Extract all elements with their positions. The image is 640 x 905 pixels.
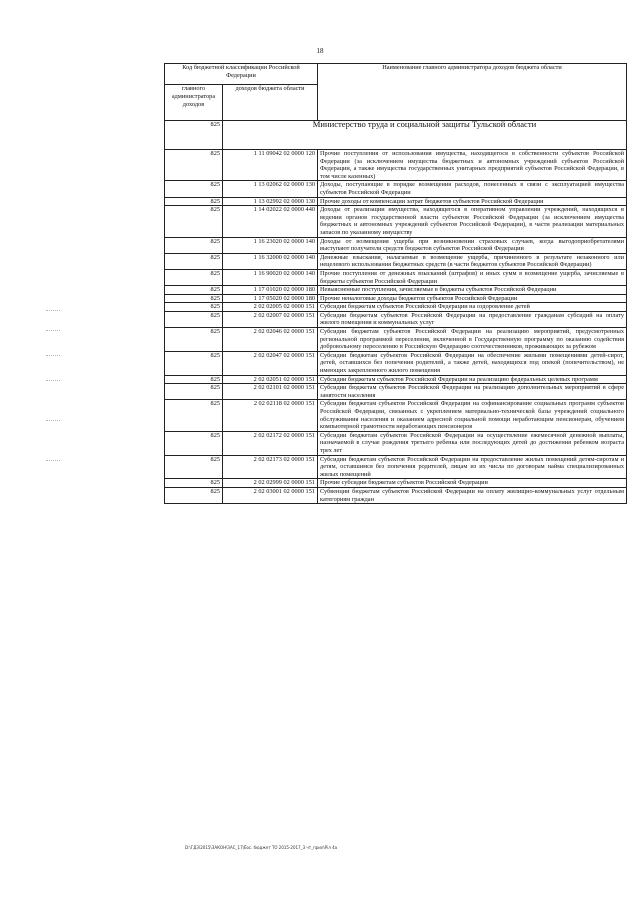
description-cell: Прочие неналоговые доходы бюджетов субъектов Российской Федерации	[318, 294, 627, 303]
income-code-cell: 2 02 02999 02 0000 151	[223, 479, 318, 488]
admin-code-cell: 825	[165, 351, 223, 375]
income-code-cell: 1 13 02992 02 0000 130	[223, 197, 318, 206]
description-cell: Субсидии бюджетам субъектов Российской Федерации на обеспечение жилыми помещениями детей-сирот, детей, оставшихся без попечения родителей, а также детей, находящихся под опекой (попечительством), не имеющих закрепленного жилого помещения	[318, 351, 627, 375]
description-cell: Субсидии бюджетам субъектов Российской Федерации на реализацию мероприятий, предусмотренных региональной программой переселения, включенной в Государственную программу по оказанию содействия добровольному переселению в Российскую Федерацию соотечественников, проживающих за рубежом	[318, 328, 627, 352]
admin-code-cell: 825	[165, 303, 223, 312]
admin-code-cell: 825	[165, 206, 223, 237]
description-cell: Прочие субсидии бюджетам субъектов Российской Федерации	[318, 479, 627, 488]
table-row	[165, 375, 627, 384]
admin-code-cell: 825	[165, 375, 223, 384]
income-administrators-table	[164, 63, 627, 504]
income-code-cell: 2 02 02173 02 0000 151	[223, 455, 318, 479]
description-cell: Прочие поступления от денежных взысканий (штрафов) и иных сумм в возмещение ущерба, зачисляемые в бюджеты субъектов Российской Федерации	[318, 269, 627, 285]
table-row	[165, 351, 627, 375]
income-code-cell: 2 02 02007 02 0000 151	[223, 311, 318, 327]
admin-code-cell: 825	[165, 487, 223, 503]
header-income: доходов бюджета области	[223, 85, 318, 121]
admin-code-cell: 825	[165, 455, 223, 479]
description-cell: Доходы, поступающие в порядке возмещения расходов, понесенных в связи с эксплуатацией имущества субъектов Российской Федерации	[318, 181, 627, 197]
description-cell: Субсидии бюджетам субъектов Российской Федерации на оздоровление детей	[318, 303, 627, 312]
admin-code-cell: 825	[165, 431, 223, 455]
description-cell: Прочие поступления от использования имущества, находящегося в собственности субъектов Российской Федерации (за исключением имущества бюджетных и автономных учреждений субъектов Российской Федерации, а также имущества государственных унитарных предприятий субъектов Российской Федерации, в том числе казенных)	[318, 150, 627, 181]
income-code-cell: 2 02 02101 02 0000 151	[223, 384, 318, 400]
description-cell: Субвенции бюджетам субъектов Российской Федерации на оплату жилищно-коммунальных услуг отдельным категориям граждан	[318, 487, 627, 503]
income-code-cell: 2 02 02118 02 0000 151	[223, 400, 318, 431]
admin-code-cell: 825	[165, 253, 223, 269]
table-row	[165, 400, 627, 431]
admin-code-cell: 825	[165, 294, 223, 303]
income-code-cell: 1 17 01020 02 0000 180	[223, 286, 318, 295]
table-row	[165, 384, 627, 400]
header-admin: главного администратора доходов	[165, 85, 223, 121]
income-code-cell: 2 02 02051 02 0000 151	[223, 375, 318, 384]
table-row	[165, 294, 627, 303]
income-code-cell: 1 17 05020 02 0000 180	[223, 294, 318, 303]
table-row	[165, 269, 627, 285]
admin-code-cell: 825	[165, 479, 223, 488]
admin-code-cell: 825	[165, 311, 223, 327]
table-row	[165, 455, 627, 479]
table-row	[165, 479, 627, 488]
table-row	[165, 181, 627, 197]
table-row	[165, 311, 627, 327]
admin-code-cell: 825	[165, 286, 223, 295]
income-code-cell: 2 02 02046 02 0000 151	[223, 328, 318, 352]
description-cell: Субсидии бюджетам субъектов Российской Федерации на осуществление ежемесячной денежной выплаты, назначаемой в случае рождения третьего ребенка или последующих детей до достижения ребенком возраста трех лет	[318, 431, 627, 455]
income-code-cell: 1 14 02022 02 0000 440	[223, 206, 318, 237]
description-cell: Субсидии бюджетам субъектов Российской Федерации на предоставление гражданам субсидий на оплату жилого помещения и коммунальных услуг	[318, 311, 627, 327]
admin-code-cell: 825	[165, 150, 223, 181]
table-row	[165, 150, 627, 181]
page-number: 18	[316, 47, 324, 55]
ministry-admin-code: 825	[165, 121, 223, 150]
description-cell: Субсидии бюджетам субъектов Российской Федерации на софинансирование социальных программ субъектов Российской Федерации, связанных с укреплением материально-технической базы учреждений социального обслуживания населения и оказанием адресной социальной помощи неработающим пенсионерам, обучением компьютерной грамотности неработающих пенсионеров	[318, 400, 627, 431]
header-name: Наименование главного администратора доходов бюджета области	[318, 64, 627, 121]
description-cell: Невыясненные поступления, зачисляемые в бюджеты субъектов Российской Федерации	[318, 286, 627, 295]
admin-code-cell: 825	[165, 197, 223, 206]
admin-code-cell: 825	[165, 181, 223, 197]
table-row	[165, 328, 627, 352]
income-code-cell: 2 02 02172 02 0000 151	[223, 431, 318, 455]
table-row	[165, 431, 627, 455]
income-code-cell: 1 11 09042 02 0000 120	[223, 150, 318, 181]
ministry-name: Министерство труда и социальной защиты Тульской области	[223, 121, 627, 150]
admin-code-cell: 825	[165, 400, 223, 431]
description-cell: Доходы от возмещения ущерба при возникновении страховых случаев, когда выгодоприобретателями выступают получатели средств бюджетов субъектов Российской Федерации	[318, 237, 627, 253]
table-row	[165, 286, 627, 295]
description-cell: Субсидии бюджетам субъектов Российской Федерации на предоставление жилых помещений детям-сиротам и детям, оставшимся без попечения родителей, лицам из их числа по договорам найма специализированных жилых помещений	[318, 455, 627, 479]
admin-code-cell: 825	[165, 237, 223, 253]
table-row	[165, 237, 627, 253]
income-code-cell: 2 02 03001 02 0000 151	[223, 487, 318, 503]
income-code-cell: 1 13 02062 02 0000 130	[223, 181, 318, 197]
income-code-cell: 2 02 02005 02 0000 151	[223, 303, 318, 312]
description-cell: Прочие доходы от компенсации затрат бюджетов субъектов Российской Федерации	[318, 197, 627, 206]
description-cell: Доходы от реализации имущества, находящегося в оперативном управлении учреждений, находящихся в ведении органов государственной власти субъектов Российской Федерации (за исключением имущества бюджетных и автономных учреждений субъектов Российской Федерации), в части реализации материальных запасов по указанному имуществу	[318, 206, 627, 237]
description-cell: Субсидии бюджетам субъектов Российской Федерации на реализацию федеральных целевых программ	[318, 375, 627, 384]
income-code-cell: 1 16 23020 02 0000 140	[223, 237, 318, 253]
income-code-cell: 1 16 32000 02 0000 140	[223, 253, 318, 269]
table-row	[165, 487, 627, 503]
header-code-group: Код бюджетной классификации Российской Федерации	[165, 64, 318, 85]
description-cell: Субсидии бюджетам субъектов Российской Федерации на реализацию дополнительных мероприятий в сфере занятости населения	[318, 384, 627, 400]
admin-code-cell: 825	[165, 269, 223, 285]
admin-code-cell: 825	[165, 328, 223, 352]
description-cell: Денежные взыскания, налагаемые в возмещение ущерба, причиненного в результате незаконного или нецелевого использования бюджетных средств (в части бюджетов субъектов Российской Федерации)	[318, 253, 627, 269]
table-row	[165, 206, 627, 237]
table-row	[165, 303, 627, 312]
file-path-footer: D:\ГДЗ\2015\ЗАКОН\ЗАС_17\Ёос. бюджет ТО 2015-2017_3 чт_прил\Ріл 4а	[185, 845, 338, 850]
income-code-cell: 2 02 02047 02 0000 151	[223, 351, 318, 375]
income-code-cell: 1 16 90020 02 0000 140	[223, 269, 318, 285]
table-row	[165, 197, 627, 206]
table-row	[165, 253, 627, 269]
admin-code-cell: 825	[165, 384, 223, 400]
ministry-row	[165, 121, 627, 150]
